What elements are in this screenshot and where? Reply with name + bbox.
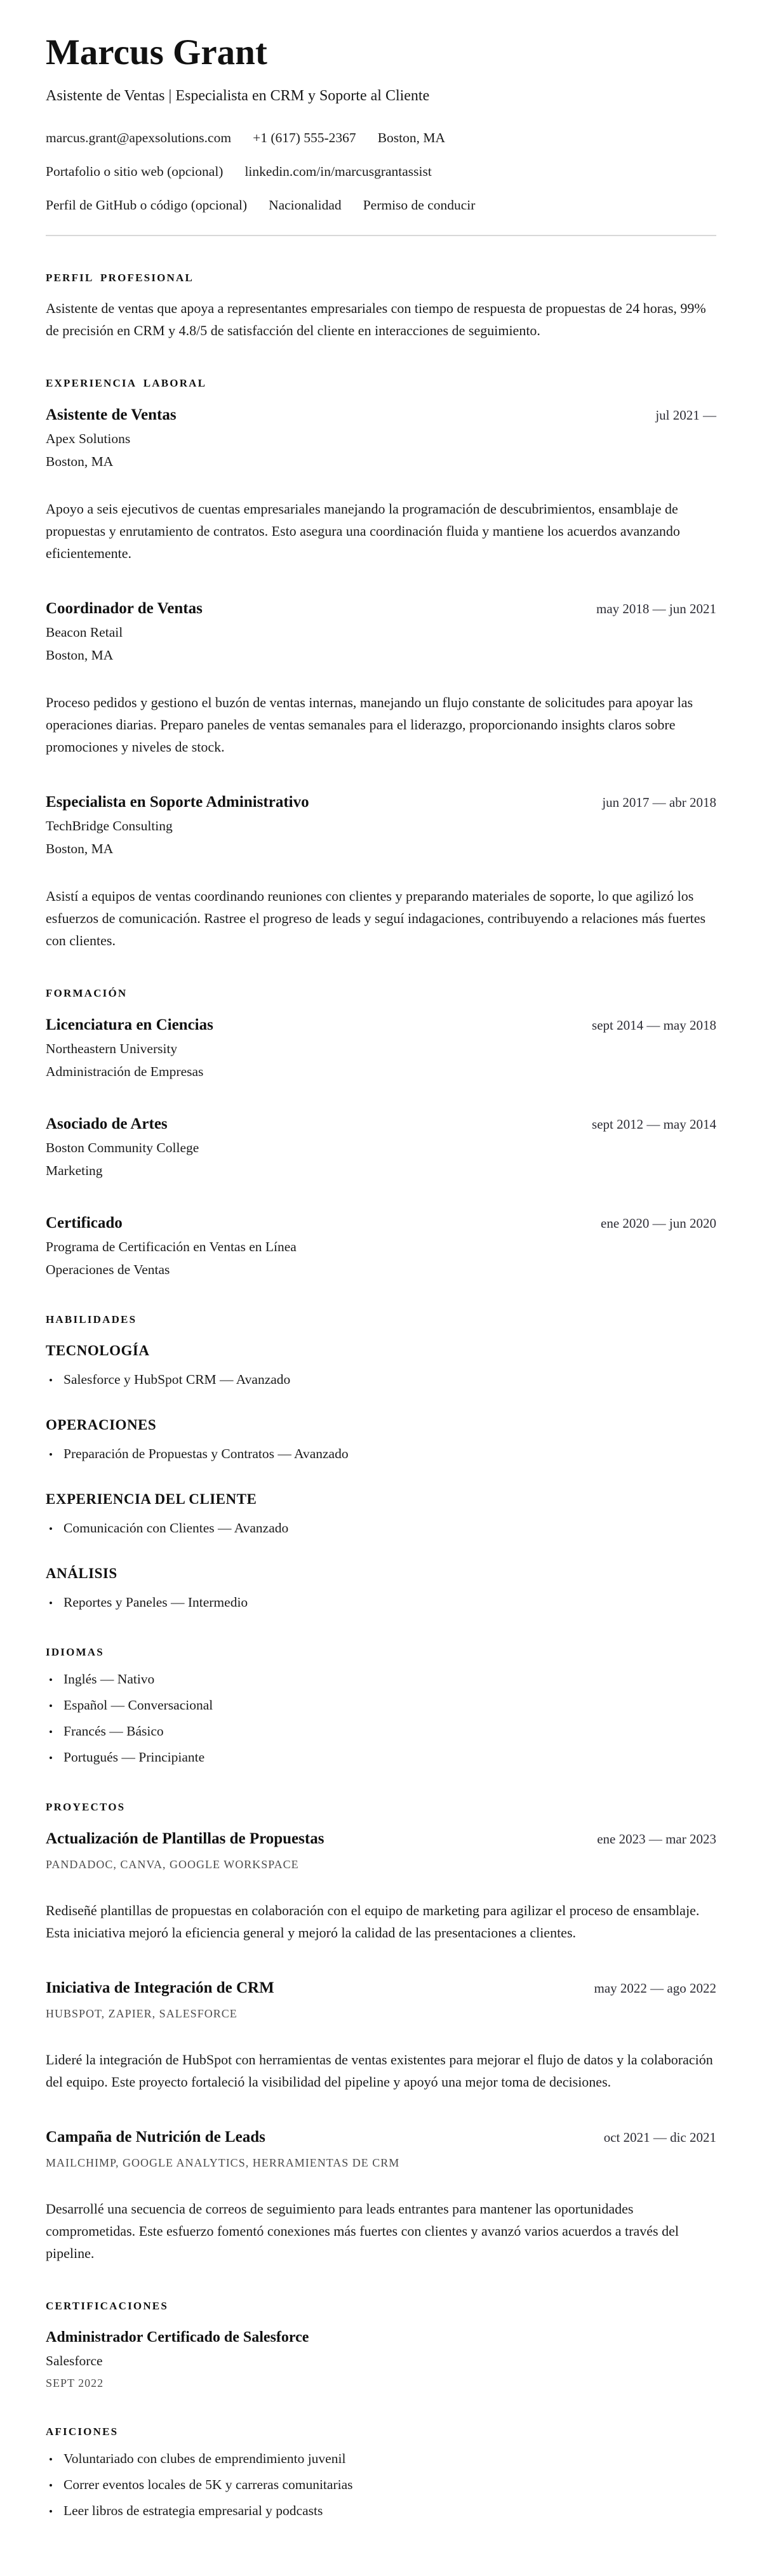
email-text: marcus.grant@apexsolutions.com <box>46 129 232 145</box>
list-item <box>46 1671 716 1687</box>
job-title: Asistente de Ventas <box>46 406 177 423</box>
skill-item: Comunicación con Clientes — Avanzado <box>64 1520 289 1536</box>
list-item <box>46 2477 716 2493</box>
education-school: Boston Community College <box>46 1139 199 1155</box>
project-dates: oct 2021 — dic 2021 <box>603 2129 716 2145</box>
certification-date: SEPT 2022 <box>46 2376 104 2389</box>
language-item: Español — Conversacional <box>64 1697 213 1713</box>
education-dates: sept 2012 — may 2014 <box>592 1116 716 1132</box>
bullet-icon: • <box>49 1597 53 1609</box>
list-item <box>46 2451 716 2467</box>
project-dates: ene 2023 — mar 2023 <box>597 1831 716 1847</box>
bullet-icon: • <box>49 1725 53 1738</box>
language-list <box>46 1671 716 1765</box>
hobby-list <box>46 2451 716 2519</box>
job-title: Coordinador de Ventas <box>46 599 203 617</box>
linkedin-text: linkedin.com/in/marcusgrantassist <box>244 163 432 179</box>
section-label-skills: HABILIDADES <box>46 1313 137 1325</box>
project-title: Iniciativa de Integración de CRM <box>46 1979 274 1996</box>
job-entry <box>46 793 716 952</box>
job-description: Apoyo a seis ejecutivos de cuentas empresariales manejando la programación de descubrimientos, ensamblaje de propuestas y enrutamiento de contratos. Esto asegura una coordinación fluida y mantiene los acuerdos avanzando eficientemente. <box>46 500 680 561</box>
job-location: Boston, MA <box>46 647 114 663</box>
driving-permit-text: Permiso de conducir <box>363 197 476 213</box>
project-header <box>46 1979 716 1997</box>
bullet-icon: • <box>49 1751 53 1764</box>
education-header <box>46 1214 716 1232</box>
skill-group <box>46 1343 716 1388</box>
language-item: Portugués — Principiante <box>64 1749 205 1765</box>
profile-summary: Asistente de ventas que apoya a representantes empresariales con tiempo de respuesta de propuestas de 24 horas, 99% de precisión en CRM y 4.8/5 de satisfacción del cliente en interacciones de seguimiento. <box>46 300 706 338</box>
project-header <box>46 1830 716 1848</box>
resume-header <box>46 32 716 236</box>
project-tools: HUBSPOT, ZAPIER, SALESFORCE <box>46 2007 237 2020</box>
education-field: Administración de Empresas <box>46 1063 204 1079</box>
phone-text: +1 (617) 555-2367 <box>253 129 356 145</box>
hobby-item: Voluntariado con clubes de emprendimiento juvenil <box>64 2450 346 2466</box>
project-entry <box>46 1979 716 2093</box>
education-degree: Licenciatura en Ciencias <box>46 1016 213 1033</box>
section-projects <box>46 1801 716 2264</box>
project-title: Campaña de Nutrición de Leads <box>46 2128 265 2146</box>
nationality-text: Nacionalidad <box>269 197 342 213</box>
header-divider <box>46 235 716 236</box>
section-label-experience: EXPERIENCIA LABORAL <box>46 376 207 389</box>
education-school: Northeastern University <box>46 1040 178 1056</box>
job-company: Apex Solutions <box>46 430 131 446</box>
education-field: Marketing <box>46 1162 103 1178</box>
skill-category: OPERACIONES <box>46 1416 157 1433</box>
project-tools: MAILCHIMP, GOOGLE ANALYTICS, HERRAMIENTAS DE CRM <box>46 2156 400 2169</box>
education-dates: ene 2020 — jun 2020 <box>601 1215 716 1231</box>
education-degree: Asociado de Artes <box>46 1115 168 1132</box>
education-dates: sept 2014 — may 2018 <box>592 1017 716 1033</box>
certification-title: Administrador Certificado de Salesforce <box>46 2328 309 2346</box>
skill-list <box>46 1446 716 1462</box>
skill-category: ANÁLISIS <box>46 1565 117 1581</box>
job-description: Proceso pedidos y gestiono el buzón de ventas internas, manejando un flujo constante de solicitudes para apoyar las operaciones diarias. Preparo paneles de ventas semanales para el liderazgo, proporcionando insights claros sobre promociones y niveles de stock. <box>46 694 693 755</box>
project-description: Rediseñé plantillas de propuestas en colaboración con el equipo de marketing para agilizar el proceso de ensamblaje. Esta iniciativa mejoró la eficiencia general y mejoró la calidad de las presentaciones a clientes. <box>46 1902 700 1941</box>
contact-row-1 <box>46 130 716 146</box>
list-item <box>46 2503 716 2519</box>
page-title: Marcus Grant <box>46 32 267 72</box>
skill-group <box>46 1491 716 1536</box>
job-dates: may 2018 — jun 2021 <box>596 601 716 616</box>
education-header <box>46 1016 716 1034</box>
certification-issuer: Salesforce <box>46 2353 103 2368</box>
list-item <box>46 1595 716 1610</box>
section-profile <box>46 272 716 342</box>
project-entry <box>46 1830 716 1944</box>
list-item <box>46 1749 716 1765</box>
list-item <box>46 1446 716 1462</box>
job-entry <box>46 600 716 758</box>
section-label-profile: PERFIL PROFESIONAL <box>46 271 194 284</box>
project-description: Lideré la integración de HubSpot con herramientas de ventas existentes para mejorar el flujo de datos y la colaboración del equipo. Este proyecto fortaleció la visibilidad del pipeline y apoyó una mejor toma de decisiones. <box>46 2051 713 2090</box>
project-header <box>46 2128 716 2146</box>
project-description: Desarrollé una secuencia de correos de seguimiento para leads entrantes para mantener las oportunidades comprometidas. Este esfuerzo fomentó conexiones más fuertes con clientes y avanzó varios acuerdos a través del pipeline. <box>46 2200 679 2261</box>
section-hobbies <box>46 2426 716 2519</box>
job-location: Boston, MA <box>46 840 114 856</box>
education-entry <box>46 1016 716 1080</box>
bullet-icon: • <box>49 1374 53 1386</box>
skill-group <box>46 1565 716 1610</box>
skill-list <box>46 1372 716 1388</box>
job-description: Asistí a equipos de ventas coordinando reuniones con clientes y preparando materiales de soporte, lo que agilizó los esfuerzos de comunicación. Rastree el progreso de leads y seguí indagaciones, contribuyendo a relaciones más fuertes con clientes. <box>46 887 706 948</box>
bullet-icon: • <box>49 2453 53 2466</box>
section-label-hobbies: AFICIONES <box>46 2425 119 2438</box>
job-company: TechBridge Consulting <box>46 818 173 833</box>
certification-entry <box>46 2329 716 2390</box>
job-header <box>46 793 716 811</box>
job-header <box>46 406 716 424</box>
project-dates: may 2022 — ago 2022 <box>594 1980 716 1996</box>
job-dates: jul 2021 — <box>655 407 716 423</box>
section-label-education: FORMACIÓN <box>46 986 128 999</box>
project-title: Actualización de Plantillas de Propuestas <box>46 1829 324 1847</box>
skill-list <box>46 1520 716 1536</box>
headline: Asistente de Ventas | Especialista en CRM y Soporte al Cliente <box>46 87 430 104</box>
skill-category: TECNOLOGÍA <box>46 1342 150 1358</box>
list-item <box>46 1372 716 1388</box>
section-education <box>46 987 716 1278</box>
job-dates: jun 2017 — abr 2018 <box>602 794 716 810</box>
list-item <box>46 1723 716 1739</box>
education-header <box>46 1115 716 1133</box>
contact-row-3 <box>46 197 716 213</box>
list-item <box>46 1520 716 1536</box>
skill-item: Reportes y Paneles — Intermedio <box>64 1594 248 1610</box>
section-certifications <box>46 2300 716 2390</box>
section-label-projects: PROYECTOS <box>46 1800 126 1813</box>
section-experience <box>46 377 716 952</box>
language-item: Inglés — Nativo <box>64 1671 155 1687</box>
contact-row-2 <box>46 164 716 180</box>
bullet-icon: • <box>49 1673 53 1686</box>
skill-item: Preparación de Propuestas y Contratos — Avanzado <box>64 1445 349 1461</box>
education-entry <box>46 1115 716 1179</box>
bullet-icon: • <box>49 1522 53 1535</box>
education-degree: Certificado <box>46 1214 123 1232</box>
bullet-icon: • <box>49 2479 53 2492</box>
hobby-item: Leer libros de estrategia empresarial y podcasts <box>64 2502 323 2518</box>
list-item <box>46 1697 716 1713</box>
github-text: Perfil de GitHub o código (opcional) <box>46 197 248 213</box>
portfolio-text: Portafolio o sitio web (opcional) <box>46 163 224 179</box>
project-entry <box>46 2128 716 2264</box>
section-skills <box>46 1313 716 1610</box>
bullet-icon: • <box>49 1699 53 1712</box>
location-text: Boston, MA <box>377 129 446 145</box>
hobby-item: Correr eventos locales de 5K y carreras comunitarias <box>64 2476 353 2492</box>
job-entry <box>46 406 716 564</box>
project-tools: PANDADOC, CANVA, GOOGLE WORKSPACE <box>46 1857 299 1871</box>
education-entry <box>46 1214 716 1278</box>
skill-group <box>46 1417 716 1462</box>
skill-category: EXPERIENCIA DEL CLIENTE <box>46 1490 257 1507</box>
skill-list <box>46 1595 716 1610</box>
language-item: Francés — Básico <box>64 1723 164 1739</box>
education-field: Operaciones de Ventas <box>46 1261 170 1277</box>
section-label-languages: IDIOMAS <box>46 1645 104 1658</box>
skill-item: Salesforce y HubSpot CRM — Avanzado <box>64 1371 291 1387</box>
section-languages <box>46 1646 716 1765</box>
job-header <box>46 600 716 618</box>
bullet-icon: • <box>49 2505 53 2518</box>
education-school: Programa de Certificación en Ventas en Línea <box>46 1238 297 1254</box>
bullet-icon: • <box>49 1448 53 1461</box>
job-location: Boston, MA <box>46 453 114 469</box>
section-label-certifications: CERTIFICACIONES <box>46 2299 168 2312</box>
job-title: Especialista en Soporte Administrativo <box>46 793 309 811</box>
job-company: Beacon Retail <box>46 624 123 640</box>
